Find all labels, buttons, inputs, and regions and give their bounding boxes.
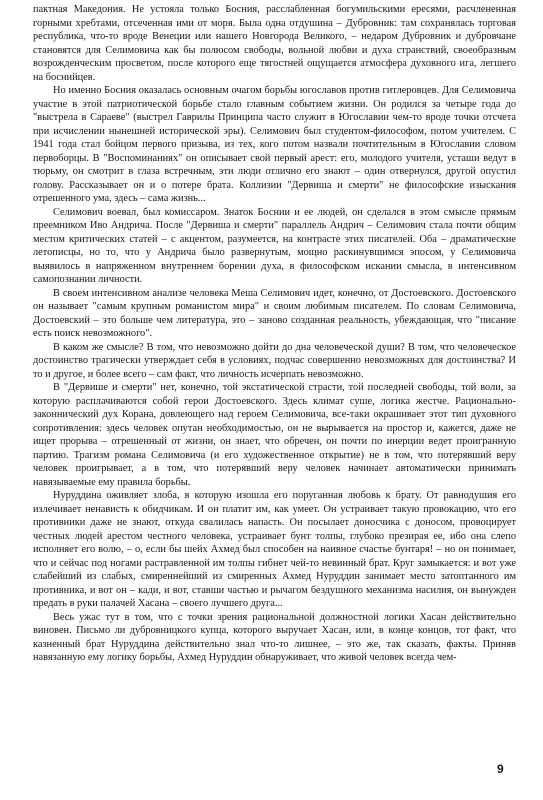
paragraph: В "Дервише и смерти" нет, конечно, той экстатической страсти, той последней свободы, той воли, за которую расплачиваются собой герои Достоевского. Здесь климат суше, логика жестче. Рационально-законнический дух Корана, довлеющего над героем Селимовича, все-таки окрашивает этот тип духовного сопротивления: здесь человек опутан необходимостью, он не вырывается на простор и, кажется, даже не ищет прорыва – отрешенный от жизни, он знает, что обречен, он почти по инерции ведет проигранную партию. Трагизм романа Селимовича (и его художественное открытие) не в том, что потерявший веру человек проигрывает, а в том, что потерявший веру человек начинает автоматически принимать навязываемые ему правила борьбы. [33,382,516,488]
paragraph: Нуруддина оживляет злоба, в которую изошла его поруганная любовь к брату. От равнодушия его излечивает ненависть к обидчикам. И он платит им, как умеет. Он устраивает такую провокацию, что его противники даже не знают, откуда свалилась напасть. Он посылает доносчика с доносом, провоцирует честных людей арестом честного человека, устраивает бунт толпы, глубоко презирая ее, ибо она слепо исполняет его волю, – о, если бы шейх Ахмед был способен на наивное счастье бунтаря! – но он понимает, что и сейчас под ногами растравленной им толпы гибнет чей-то невинный брат. Круг замыкается: и вот уже слабейший из слабых, смиреннейший из смиренных Ахмед Нуруддин занимает место затоптанного им противника, и вот он – кади, и вот, ставши частью и рычагом бездушного механизма насилия, он вынужден предать в руки палачей Хасана – своего лучшего друга... [33,490,516,609]
paragraph: Но именно Босния оказалась основным очагом борьбы югославов против гитлеровцев. Для Селимовича участие в этой патриотической борьбе стало главным событием жизни. Он родился за четыре года до "выстрела в Сараеве" (выстрел Гаврилы Принципа часто служит в Югославии чем-то вроде точки отсчета при исчислении нынешней исторической эры). Селимович был студентом-философом, потом учителем. С 1941 года стал бойцом первого призыва, из тех, кого потом назвали почтительным в Югославии словом первоборцы. В "Воспоминаниях" он описывает свой первый арест: его, молодого учителя, усташи ведут в тюрьму, он смотрит в глаза встречным, эти люди отлично его знают – один отвернулся, другой опустил голову. Рассказывает он и о потере брата. Коллизии "Дервиша и смерти" не философские изыскания отрешенного ума, здесь – сама жизнь... [33,85,516,204]
paragraph: Весь ужас тут в том, что с точки зрения рациональной должностной логики Хасан действительно виновен. Письмо ли дубровницкого купца, которого выручает Хасан, или, в конце концов, тот факт, что казненный брат Нуруддина действительно знал что-то лишнее, – это же, так сказать, факты. Приняв навязанную ему логику борьбы, Ахмед Нуруддин обнаруживает, что живой человек всегда чем- [33,611,516,663]
paragraph: В своем интенсивном анализе человека Меша Селимович идет, конечно, от Достоевского. Достоевского он называет "самым крупным романистом мира" и своим любимым писателем. По словам Селимовича, Достоевский – это больше чем литература, это – заново созданная реальность, убеждающая, что "писание есть поиск невозможного". [33,287,516,339]
paragraph: Селимович воевал, был комиссаром. Знаток Боснии и ее людей, он сделался в этом смысле прямым преемником Иво Андрича. После "Дервиша и смерти" параллель Андрич – Селимович стала почти общим местом критических статей – с акцентом, разумеется, на контрасте этих писателей. Оба – драматические летописцы, но то, что у Андрича было развернутым, мощно раскинувшимся эпосом, у Селимовича выявилось в напряженном внутреннем борении духа, в философском искании смысла, в интенсивном самопознании личности. [33,206,516,285]
page-number: 9 [497,762,504,776]
paragraph: пактная Македония. Не устояла только Босния, расслабленная богумильскими ересями, расчлененная горными хребтами, отсеченная ими от моря. Была одна отдушина – Дубровник: там сохранялась торговая республика, что-то вроде Венеции или нашего Новгорода Великого, – недаром Дубровник и дубровчане становятся для Селимовича как бы полюсом свободы, вольной любви и духа странствий, своеобразным возрожденческим просветом, после которого еще тягостней ощущается атмосфера духовного ига, легшего на боснийцев. [33,4,516,83]
body-text [33,3,516,665]
paragraph: В каком же смысле? В том, что невозможно дойти до дна человеческой души? В том, что человеческое достоинство трагически утверждает себя в условиях, подчас совершенно невозможных для достоинства? И то и другое, и более всего – сам факт, что личность исчерпать невозможно. [33,341,516,380]
